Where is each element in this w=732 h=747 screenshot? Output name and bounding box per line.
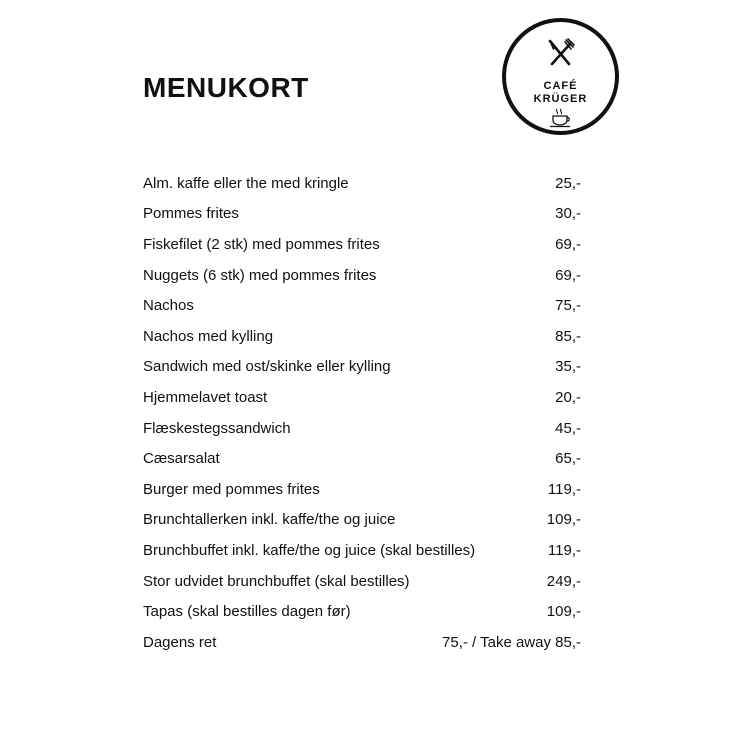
menu-item-name: Stor udvidet brunchbuffet (skal bestilles) bbox=[143, 572, 410, 590]
menu-item-name: Pommes frites bbox=[143, 205, 239, 223]
menu-item-price: 109,- bbox=[546, 603, 581, 621]
coffee-cup-icon bbox=[549, 108, 573, 128]
menu-item bbox=[143, 413, 581, 444]
menu-item-name: Alm. kaffe eller the med kringle bbox=[143, 174, 349, 192]
menu-item-price: 85,- bbox=[555, 327, 581, 345]
menu-item bbox=[143, 199, 581, 230]
menu-item-name: Nuggets (6 stk) med pommes frites bbox=[143, 266, 377, 284]
menu-item bbox=[143, 321, 581, 352]
logo-text-kruger: KRÜGER bbox=[533, 93, 588, 105]
fork-knife-icon bbox=[546, 38, 575, 68]
menu-item-price: 119,- bbox=[547, 541, 581, 559]
menu-item bbox=[143, 168, 581, 199]
menu-item bbox=[143, 443, 581, 474]
menu-item bbox=[143, 596, 581, 627]
menu-item bbox=[143, 474, 581, 505]
menu-item bbox=[143, 382, 581, 413]
menu-item bbox=[143, 627, 581, 658]
menu-item-name: Burger med pommes frites bbox=[143, 480, 320, 498]
menu-item-name: Flæskestegssandwich bbox=[143, 419, 291, 437]
menu-item-price: 75,- / Take away 85,- bbox=[442, 633, 581, 651]
menu-item-price: 75,- bbox=[555, 297, 581, 315]
logo-text-cafe: CAFÉ bbox=[543, 80, 578, 92]
menu-item-price: 109,- bbox=[546, 511, 581, 529]
menu-item bbox=[143, 566, 581, 597]
menu-item bbox=[143, 352, 581, 383]
cafe-logo bbox=[502, 18, 619, 135]
menu-item-price: 69,- bbox=[555, 235, 581, 253]
menu-item-price: 69,- bbox=[555, 266, 581, 284]
menu-item-name: Tapas (skal bestilles dagen før) bbox=[143, 603, 351, 621]
menu-item bbox=[143, 229, 581, 260]
menu-item-price: 35,- bbox=[555, 358, 581, 376]
menu-item-price: 65,- bbox=[555, 450, 581, 468]
menu-item-price: 20,- bbox=[555, 388, 581, 406]
menu-item-price: 45,- bbox=[555, 419, 581, 437]
page-title: MENUKORT bbox=[143, 72, 309, 103]
menu-item-name: Dagens ret bbox=[143, 633, 217, 651]
menu-item-name: Nachos bbox=[143, 297, 194, 315]
menu-item bbox=[143, 535, 581, 566]
menu-item bbox=[143, 505, 581, 536]
menu-item-price: 249,- bbox=[546, 572, 581, 590]
menu-item-name: Brunchbuffet inkl. kaffe/the og juice (skal bestilles) bbox=[143, 541, 476, 559]
menu-item bbox=[143, 260, 581, 291]
menu-item-price: 119,- bbox=[547, 480, 581, 498]
menu-list bbox=[143, 168, 581, 658]
menu-item-name: Sandwich med ost/skinke eller kylling bbox=[143, 358, 391, 376]
menu-item-name: Nachos med kylling bbox=[143, 327, 274, 345]
menu-item bbox=[143, 290, 581, 321]
menu-item-name: Cæsarsalat bbox=[143, 450, 220, 468]
menu-item-price: 25,- bbox=[555, 174, 581, 192]
menu-item-price: 30,- bbox=[555, 205, 581, 223]
menu-item-name: Hjemmelavet toast bbox=[143, 388, 268, 406]
menu-item-name: Brunchtallerken inkl. kaffe/the og juice bbox=[143, 511, 396, 529]
menu-item-name: Fiskefilet (2 stk) med pommes frites bbox=[143, 235, 380, 253]
